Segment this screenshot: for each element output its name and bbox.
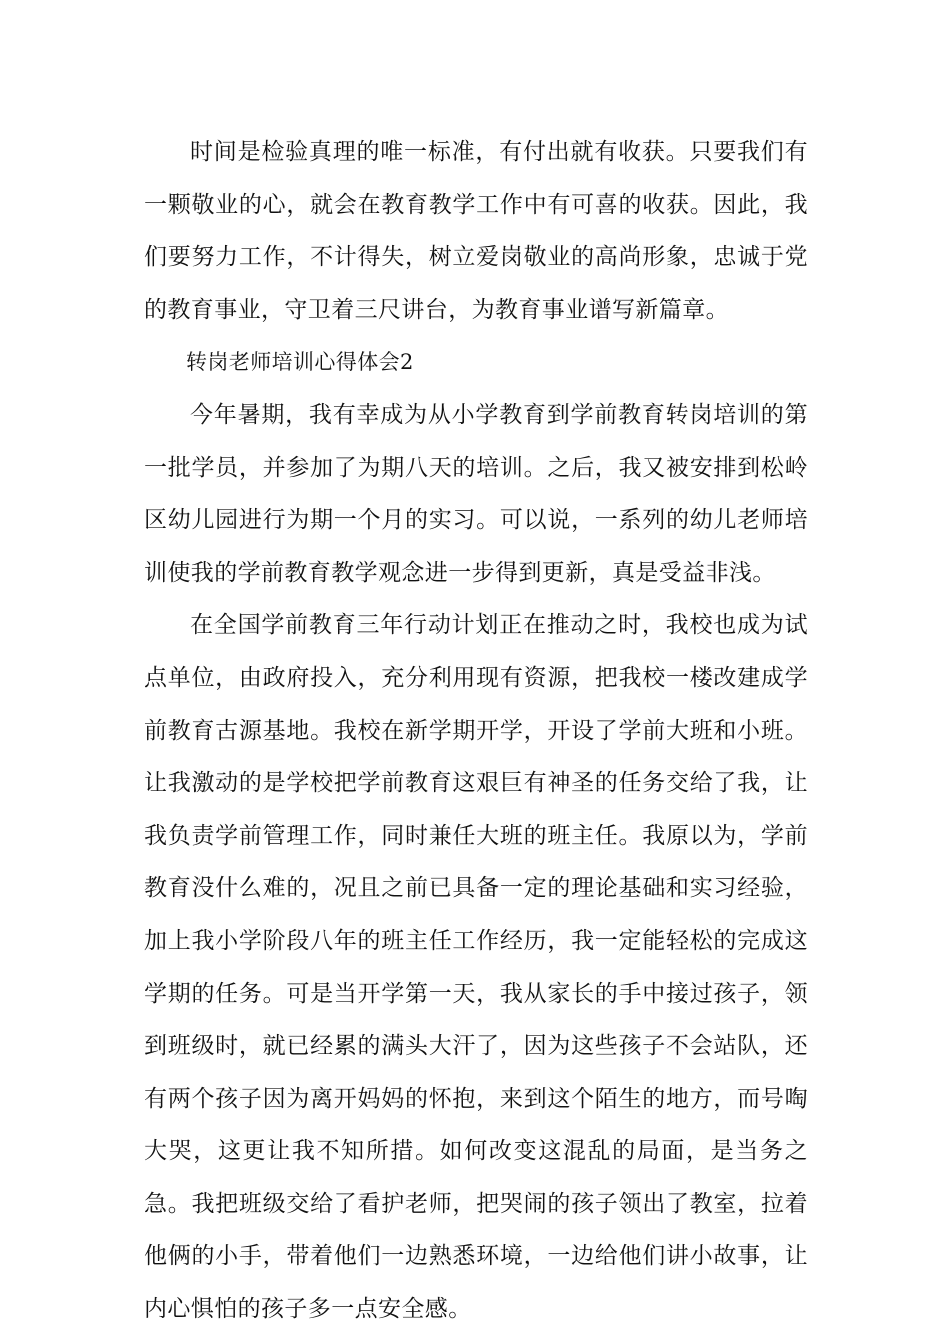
section-heading: 转岗老师培训心得体会2	[186, 350, 414, 375]
paragraph-2: 今年暑期，我有幸成为从小学教育到学前教育转岗培训的第一批学员，并参加了为期八天的培训。之后，我又被安排到松岭区幼儿园进行为期一个月的实习。可以说，一系列的幼儿老师培训使我的学前教育教学观念进一步得到更新，真是受益非浅。	[144, 401, 808, 586]
document-page	[144, 126, 808, 1336]
paragraph-1: 时间是检验真理的唯一标准，有付出就有收获。只要我们有一颗敬业的心，就会在教育教学工作中有可喜的收获。因此，我们要努力工作，不计得失，树立爱岗敬业的高尚形象，忠诚于党的教育事业，守卫着三尺讲台，为教育事业谱写新篇章。	[144, 139, 808, 323]
paragraph-3: 在全国学前教育三年行动计划正在推动之时，我校也成为试点单位，由政府投入，充分利用现有资源，把我校一楼改建成学前教育古源基地。我校在新学期开学，开设了学前大班和小班。让我激动的是学校把学前教育这艰巨有神圣的任务交给了我，让我负责学前管理工作，同时兼任大班的班主任。我原以为，学前教育没什么难的，况且之前已具备一定的理论基础和实习经验，加上我小学阶段八年的班主任工作经历，我一定能轻松的完成这学期的任务。可是当开学第一天，我从家长的手中接过孩子，领到班级时，就已经累的满头大汗了，因为这些孩子不会站队，还有两个孩子因为离开妈妈的怀抱，来到这个陌生的地方，而号啕大哭，这更让我不知所措。如何改变这混乱的局面，是当务之急。我把班级交给了看护老师，把哭闹的孩子领出了教室，拉着他俩的小手，带着他们一边熟悉环境，一边给他们讲小故事，让内心惧怕的孩子多一点安全感。	[144, 612, 808, 1323]
